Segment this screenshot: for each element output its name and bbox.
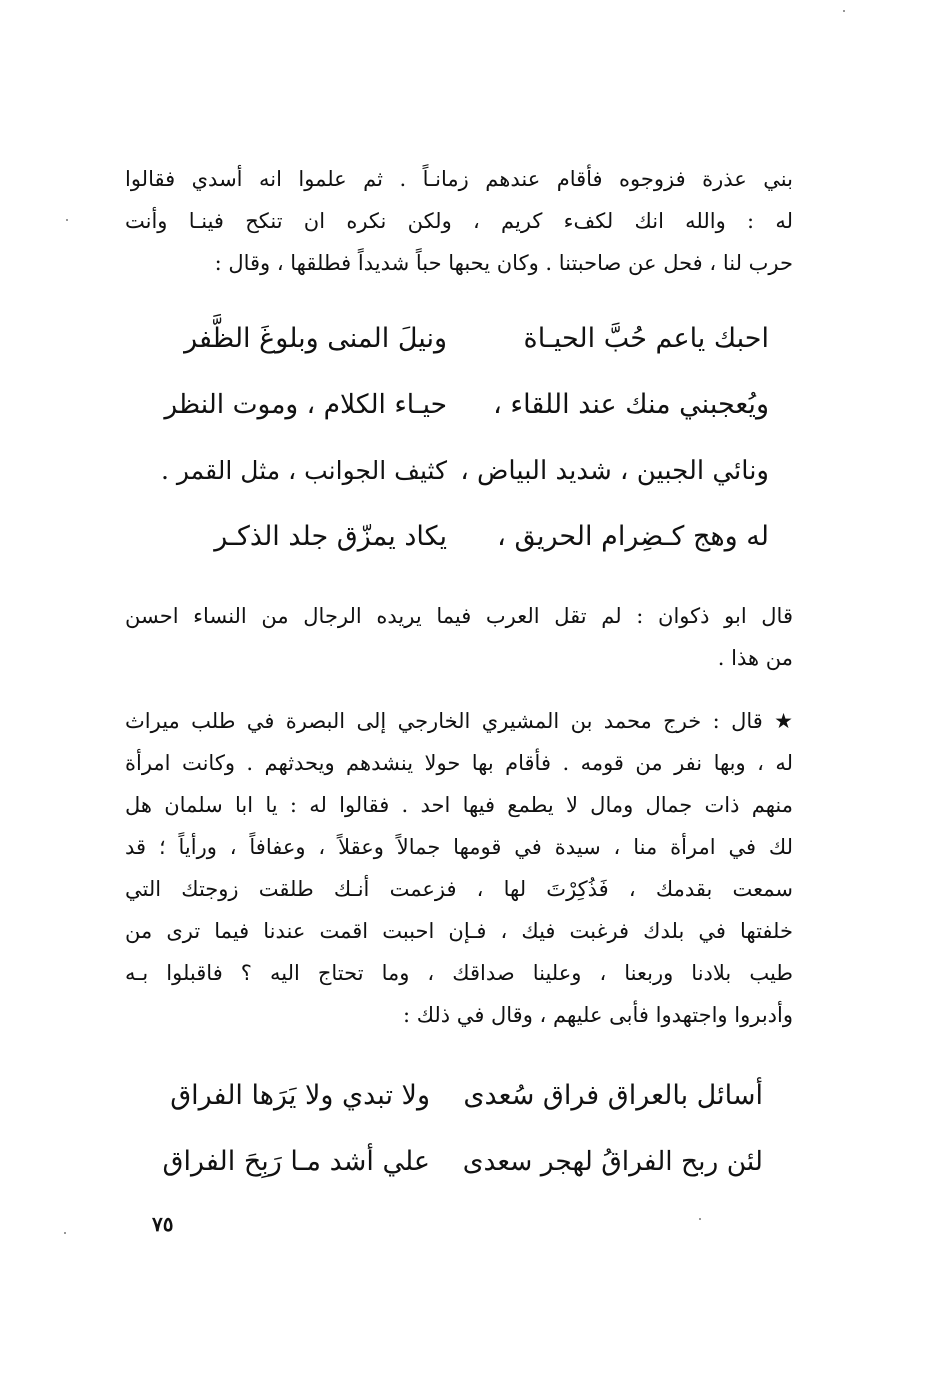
verse-first-hemistich: لئن ربح الفراقُ لهجر سعدى — [462, 1146, 763, 1177]
verse-line — [147, 438, 769, 504]
prose-paragraph-3 — [125, 700, 793, 1036]
verse-line — [147, 504, 769, 570]
scan-speck — [843, 10, 845, 12]
prose-line: له : والله انك لكفء كريم ، ولكن نكره ان تنكح فينـا وأنت — [125, 209, 793, 233]
scan-speck — [64, 1232, 66, 1234]
poem-1 — [147, 306, 769, 570]
verse-first-hemistich: له وهج كـضِرام الحريق ، — [497, 521, 769, 552]
prose-line: منهم ذات جمال ومال لا يطمع فيها احد . فقالوا له : يا ابا سلمان هل — [125, 793, 793, 817]
prose-line: من هذا . — [717, 646, 793, 670]
verse-first-hemistich: ونائي الجبين ، شديد البياض ، — [460, 456, 769, 486]
verse-line — [147, 372, 769, 438]
prose-line: ★ قال : خرج محمد بن المشيري الخارجي إلى البصرة في طلب ميراث — [125, 709, 793, 733]
prose-line: لك في امرأة منا ، سيدة في قومها جمالاً وعقلاً ، وعفافاً ، ورأياً ؛ قد — [125, 835, 793, 859]
verse-line — [147, 306, 769, 372]
prose-line: حرب لنا ، فحل عن صاحبتنا . وكان يحبها حباً شديداً فطلقها ، وقال : — [214, 251, 793, 275]
poem-2 — [153, 1063, 763, 1195]
prose-line: قال ابو ذكوان : لم تقل العرب فيما يريده الرجال من النساء احسن — [125, 604, 793, 628]
verse-second-hemistich: ونيلَ المنى وبلوغَ الظَّفر — [184, 323, 447, 354]
verse-line — [153, 1129, 763, 1195]
prose-line: طيب بلادنا وربعنا ، وعلينا صداقك ، وما تحتاج اليه ؟ فاقبلوا بـه — [125, 961, 793, 985]
page-number: ٧٥ — [152, 1212, 174, 1236]
verse-second-hemistich: يكاد يمزّق جلد الذكـر — [214, 521, 447, 552]
verse-second-hemistich: ولا تبدي ولا يَرَها الفراق — [170, 1080, 430, 1111]
verse-second-hemistich: كثيف الجوانب ، مثل القمر . — [160, 456, 447, 485]
prose-paragraph-1 — [125, 158, 793, 284]
prose-line: له ، وبها نفر من قومه . فأقام بها حولا ينشدهم ويحدثهم . وكانت امرأة — [125, 751, 793, 775]
prose-line: خلفتها في بلدك فرغبت فيك ، فـإن احببت اقمت عندنا فيما ترى من — [125, 919, 793, 943]
verse-first-hemistich: احبك ياعم حُبَّ الحيـاة — [523, 323, 769, 354]
prose-paragraph-2 — [125, 595, 793, 679]
scan-speck — [66, 219, 68, 221]
prose-line: بني عذرة فزوجوه فأقام عندهم زمانـاً . ثم علموا انه أسدي فقالوا — [125, 167, 793, 191]
verse-second-hemistich: علي أشد مـا رَبِحَ الفراق — [162, 1146, 430, 1177]
prose-line: سمعت بقدمك ، فَذُكِرْتَ لها ، فزعمت أنـك طلقت زوجتك التي — [125, 877, 793, 901]
verse-first-hemistich: ويُعجبني منك عند اللقاء ، — [493, 389, 769, 420]
scan-speck — [699, 1218, 701, 1220]
verse-line — [153, 1063, 763, 1129]
verse-second-hemistich: حيـاء الكلام ، وموت النظر — [164, 389, 447, 420]
verse-first-hemistich: أسائل بالعراق فراق سُعدى — [463, 1080, 763, 1111]
prose-line: وأدبروا واجتهدوا فأبى عليهم ، وقال في ذلك : — [402, 1003, 793, 1027]
